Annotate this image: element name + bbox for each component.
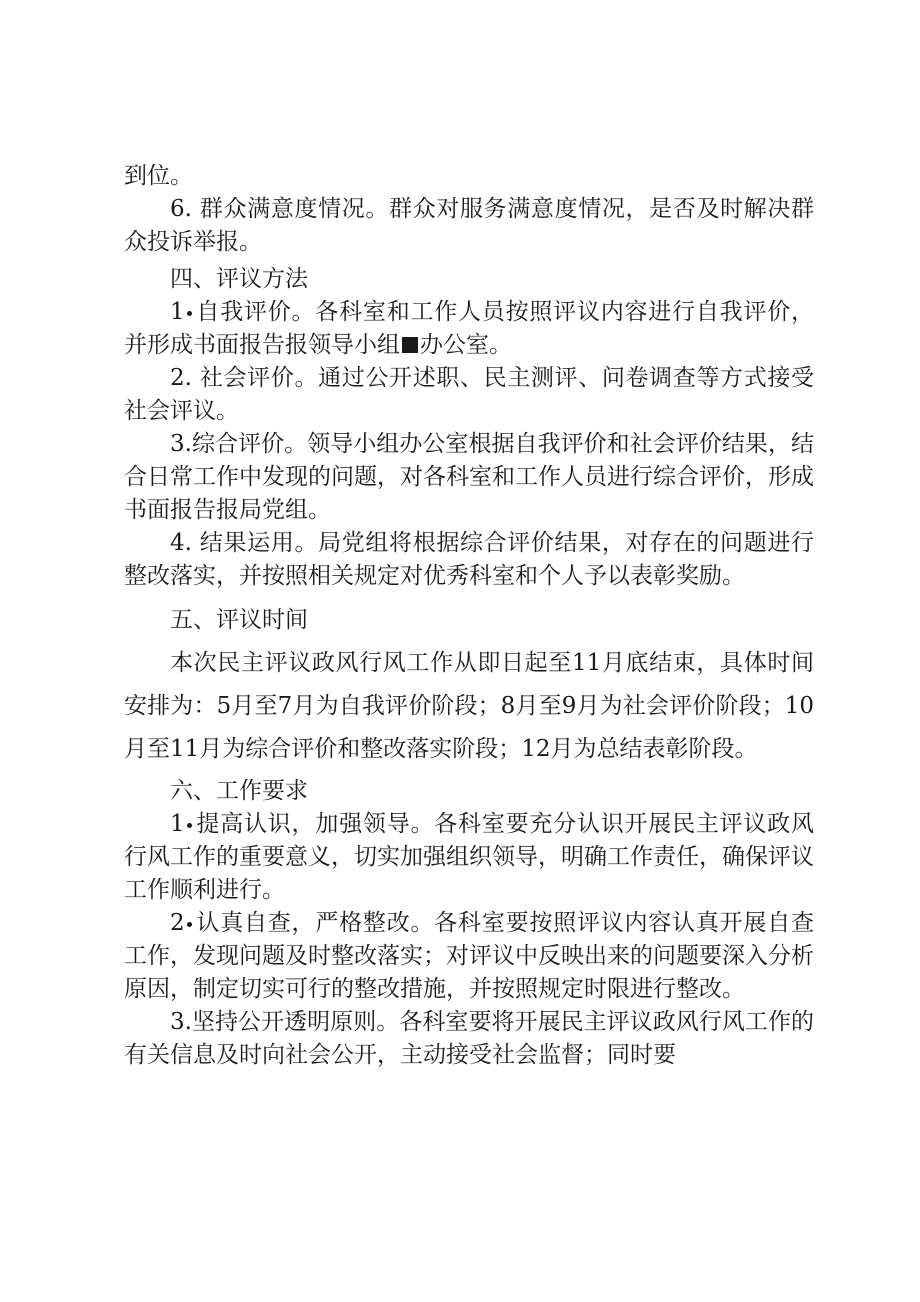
paragraph-item-6 [124,193,814,259]
paragraph-method-2: 2. 社会评价。通过公开述职、民主测评、问卷调查等方式接受社会评议。 [124,365,814,424]
item-text: 认真自查，严格整改。各科室要按照评议内容认真开展自查工作，发现问题及时整改落实；对评议中反映出来的问题要深入分析原因，制定切实可行的整改措施，并按照规定时限进行整改。 [124,910,814,1002]
item-text-tail: 办公室。 [420,332,512,358]
paragraph-schedule: 本次民主评议政风行风工作从即日起至11月底结束，具体时间安排为：5月至7月为自我评价阶段；8月至9月为社会评价阶段；10月至11月为综合评价和整改落实阶段；12月为总结表彰阶段。 [124,650,814,762]
black-square-icon [402,337,418,353]
section-heading-6: 六、工作要求 [170,778,308,804]
bullet-dot-icon [187,823,192,828]
document-body [124,160,814,1072]
item-number: 1 [170,299,185,325]
bullet-dot-icon [187,922,192,927]
section-heading-4: 四、评议方法 [170,266,308,292]
section-heading-5: 五、评议时间 [170,607,308,633]
paragraph-method-1 [124,296,814,362]
bullet-dot-icon [187,311,192,316]
paragraph-requirement-3: 3.坚持公开透明原则。各科室要将开展民主评议政风行风工作的有关信息及时向社会公开，主动接受社会监督；同时要 [124,1009,814,1068]
item-text: 群众满意度情况。群众对服务满意度情况，是否及时解决群众投诉举报。 [124,196,815,255]
paragraph-requirement-2 [124,907,814,1006]
item-text: 提高认识，加强领导。各科室要充分认识开展民主评议政风行风工作的重要意义，切实加强组织领导，明确工作责任，确保评议工作顺利进行。 [124,811,814,903]
item-number: 2 [170,910,185,936]
item-number: 6. [170,196,192,222]
paragraph-continuation: 到位。 [124,163,193,189]
paragraph-method-4: 4. 结果运用。局党组将根据综合评价结果，对存在的问题进行整改落实，并按照相关规定对优秀科室和个人予以表彰奖励。 [124,530,814,589]
paragraph-requirement-1 [124,808,814,907]
item-number: 1 [170,811,185,837]
paragraph-method-3: 3.综合评价。领导小组办公室根据自我评价和社会评价结果，结合日常工作中发现的问题，对各科室和工作人员进行综合评价，形成书面报告报局党组。 [124,431,814,523]
item-text: 自我评价。各科室和工作人员按照评议内容进行自我评价，并形成书面报告报领导小组 [124,299,814,358]
